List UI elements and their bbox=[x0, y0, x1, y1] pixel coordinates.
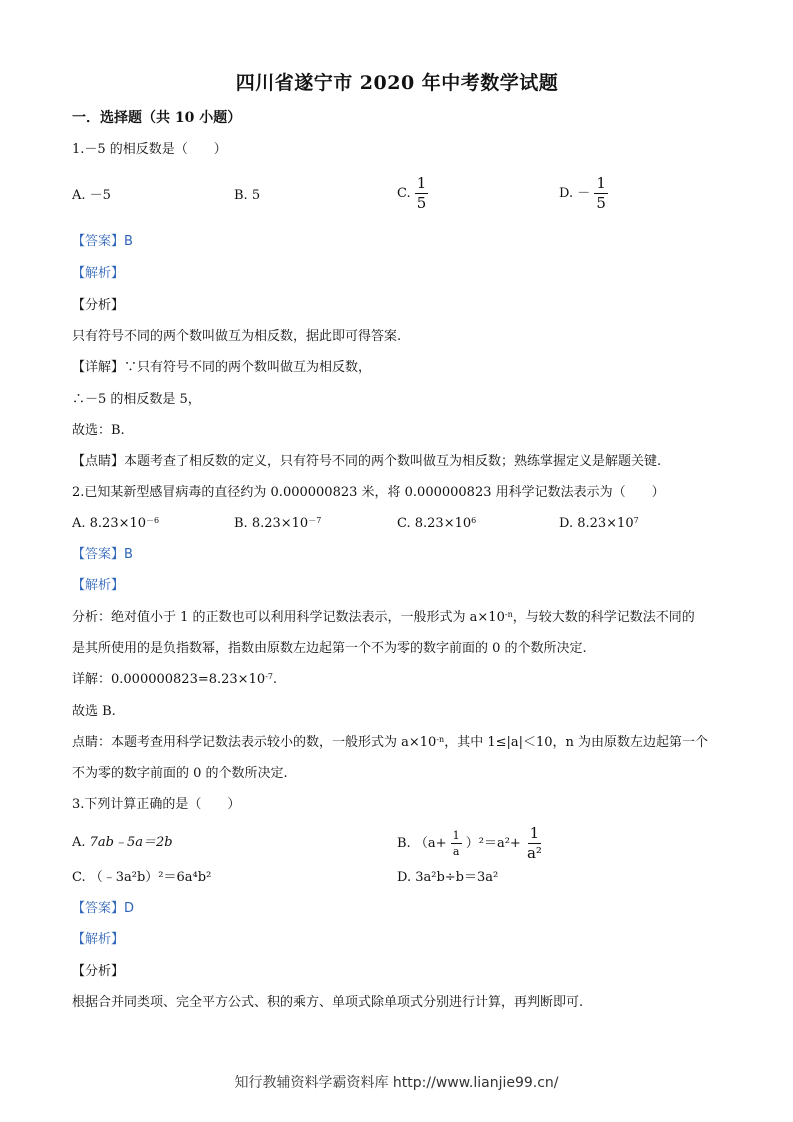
q2-jiexi: 【解析】 bbox=[72, 578, 125, 593]
q2-option-a bbox=[72, 516, 159, 532]
q2-dianjing-text-b: ，其中 1≤|a|＜10，n 为由原数左边起第一个 bbox=[444, 735, 709, 750]
q2-option-c-exponent: 6 bbox=[471, 516, 477, 525]
q2-detail bbox=[72, 672, 277, 688]
fraction-denominator: a² bbox=[526, 844, 542, 862]
q2-detail-text: 详解：0.000000823=8.23×10 bbox=[72, 672, 266, 687]
q1-option-c-fraction bbox=[415, 176, 429, 211]
q2-choose: 故选 B. bbox=[72, 704, 116, 719]
q2-dianjing-exponent: -n bbox=[436, 735, 445, 744]
fraction-denominator: 5 bbox=[416, 194, 427, 212]
q2-option-a-exponent: －6 bbox=[146, 516, 160, 525]
q1-option-d-label: D. － bbox=[559, 186, 591, 201]
q2-dianjing-line1 bbox=[72, 735, 708, 751]
q1-fenxi-label: 【分析】 bbox=[72, 298, 125, 313]
q2-option-d bbox=[559, 516, 639, 532]
q1-detail-line3: 故选：B. bbox=[72, 423, 125, 438]
q1-option-c-label: C. bbox=[397, 186, 411, 201]
q1-option-c bbox=[397, 176, 428, 211]
q2-answer: 【答案】B bbox=[72, 547, 133, 562]
q1-option-a: A. －5 bbox=[72, 188, 111, 203]
q2-option-d-exponent: 7 bbox=[633, 516, 639, 525]
fraction-numerator: 1 bbox=[452, 829, 460, 842]
q2-option-b bbox=[234, 516, 321, 532]
q2-option-d-base: D. 8.23×10 bbox=[559, 516, 634, 531]
q3-option-b-fraction1 bbox=[451, 830, 462, 857]
fraction-numerator: 1 bbox=[596, 174, 606, 192]
q3-option-b-label: B. （a+ bbox=[397, 836, 447, 851]
q3-fenxi-text: 根据合并同类项、完全平方公式、积的乘方、单项式除单项式分别进行计算，再判断即可. bbox=[72, 995, 584, 1010]
q2-detail-exponent: -7 bbox=[265, 672, 273, 681]
q2-option-c-base: C. 8.23×10 bbox=[397, 516, 472, 531]
fraction-numerator: 1 bbox=[416, 174, 427, 192]
q1-detail-line2: ∴－5 的相反数是 5， bbox=[72, 392, 201, 407]
q2-dianjing-text-a: 点睛：本题考查用科学记数法表示较小的数，一般形式为 a×10 bbox=[72, 735, 437, 750]
q1-detail-line1: 【详解】∵只有符号不同的两个数叫做互为相反数， bbox=[72, 360, 372, 375]
q1-stem: 1.－5 的相反数是（ ） bbox=[72, 142, 227, 157]
q2-stem: 2.已知某新型感冒病毒的直径约为 0.000000823 米，将 0.000000823 用科学记数法表示为（ ） bbox=[72, 485, 665, 500]
q2-analysis-text-a: 分析：绝对值小于 1 的正数也可以利用科学记数法表示，一般形式为 a×10 bbox=[72, 610, 505, 625]
q2-option-c bbox=[397, 516, 476, 532]
q2-analysis-line1 bbox=[72, 610, 695, 626]
q3-answer: 【答案】D bbox=[72, 901, 135, 916]
fraction-denominator: 5 bbox=[596, 194, 606, 212]
q2-analysis-line2: 是其所使用的是负指数幂，指数由原数左边起第一个不为零的数字前面的 0 的个数所决定. bbox=[72, 641, 587, 656]
q1-option-d-fraction bbox=[594, 176, 608, 211]
q2-analysis-exponent: -n bbox=[504, 610, 513, 619]
q3-option-a bbox=[72, 835, 173, 851]
q3-jiexi: 【解析】 bbox=[72, 932, 125, 947]
q1-answer: 【答案】B bbox=[72, 234, 133, 249]
q2-analysis-text-b: ，与较大数的科学记数法不同的 bbox=[512, 610, 695, 625]
q1-dianjing: 【点睛】本题考查了相反数的定义，只有符号不同的两个数叫做互为相反数；熟练掌握定义是解题关键. bbox=[72, 454, 662, 469]
footer-watermark[interactable]: 知行教辅资料学霸资料库 http://www.lianjie99.cn/ bbox=[234, 1075, 559, 1091]
q2-detail-period: . bbox=[272, 672, 278, 687]
fraction-denominator: a bbox=[452, 845, 460, 858]
q2-option-b-exponent: －7 bbox=[308, 516, 322, 525]
q1-option-d bbox=[559, 176, 608, 211]
q3-option-a-expression: 7ab﹣5a＝2b bbox=[89, 835, 173, 850]
q2-option-a-base: A. 8.23×10 bbox=[72, 516, 147, 531]
q2-dianjing-line2: 不为零的数字前面的 0 的个数所决定. bbox=[72, 766, 288, 781]
q3-option-b-middle: ）²＝a²+ bbox=[465, 836, 521, 851]
q3-option-d: D. 3a²b÷b＝3a² bbox=[397, 870, 499, 885]
page-title: 四川省遂宁市 2020 年中考数学试题 bbox=[235, 72, 559, 94]
q3-option-a-label: A. bbox=[72, 835, 90, 850]
q1-option-b: B. 5 bbox=[234, 188, 261, 203]
section-heading: 一．选择题（共 10 小题） bbox=[72, 110, 242, 126]
q3-fenxi-label: 【分析】 bbox=[72, 964, 125, 979]
q1-jiexi: 【解析】 bbox=[72, 266, 125, 281]
q3-option-b-fraction2 bbox=[525, 826, 544, 861]
q1-fenxi-text: 只有符号不同的两个数叫做互为相反数，据此即可得答案. bbox=[72, 329, 402, 344]
fraction-numerator: 1 bbox=[529, 824, 540, 842]
q3-option-b bbox=[397, 826, 544, 861]
q2-option-b-base: B. 8.23×10 bbox=[234, 516, 309, 531]
q3-stem: 3.下列计算正确的是（ ） bbox=[72, 797, 241, 812]
q3-option-c: C. （﹣3a²b）²＝6a⁴b² bbox=[72, 870, 212, 885]
